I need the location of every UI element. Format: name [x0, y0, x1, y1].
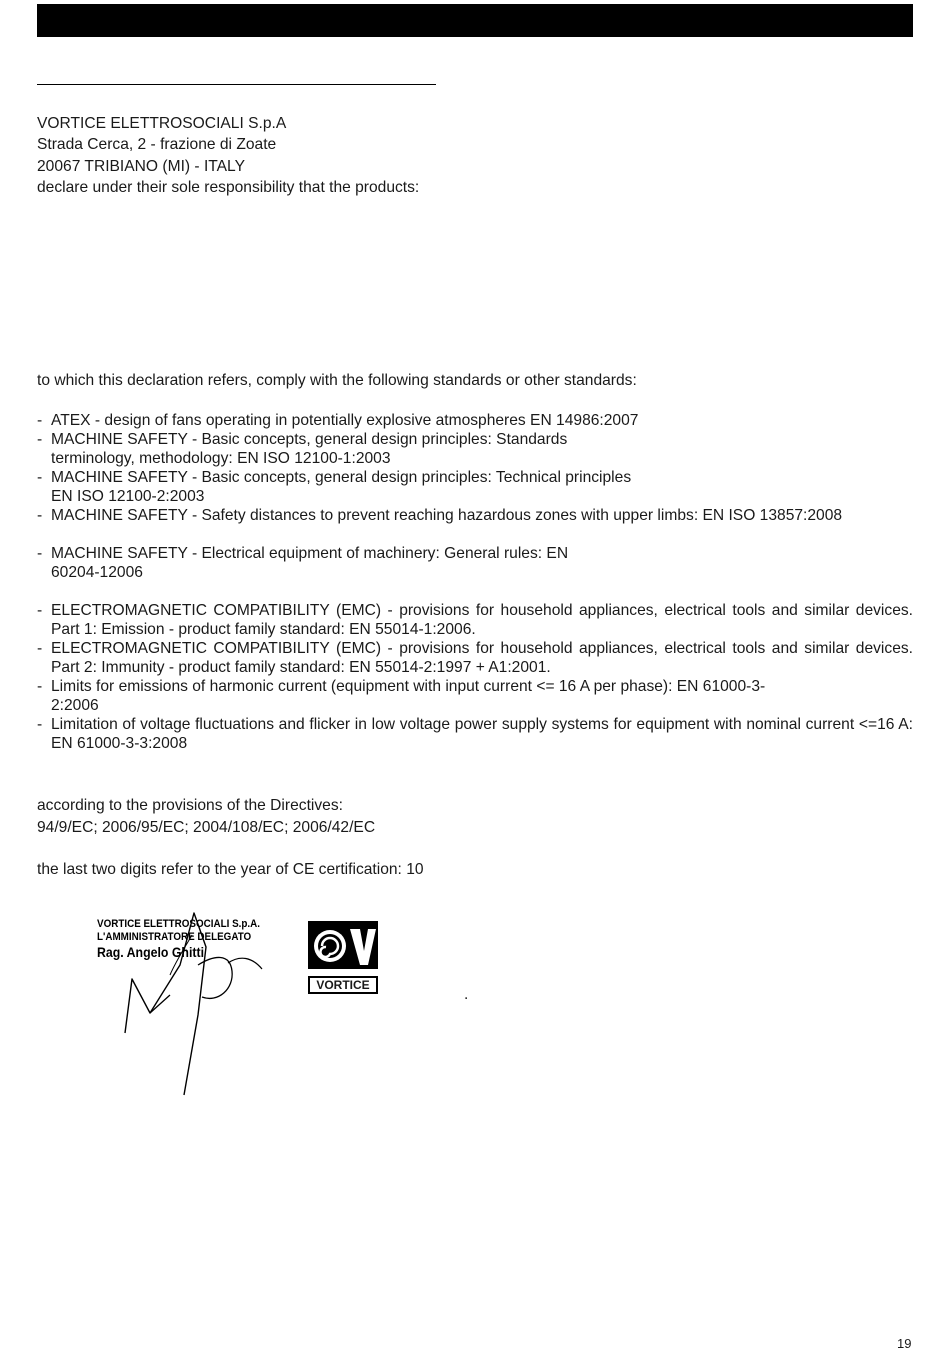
standard-item [37, 430, 637, 468]
standard-text: MACHINE SAFETY - Electrical equipment of machinery: General rules: EN 60204-12006 [51, 545, 569, 581]
list-dash: - [37, 469, 43, 486]
standard-item [37, 677, 797, 715]
vortice-logo-icon [308, 921, 378, 969]
directives-list: 94/9/EC; 2006/95/EC; 2004/108/EC; 2006/42/EC [37, 819, 376, 836]
header-bar [37, 4, 913, 37]
list-dash: - [37, 431, 43, 448]
vortice-logo [308, 921, 378, 994]
standard-text: MACHINE SAFETY - Basic concepts, general design principles: Standards terminology, methodology: EN ISO 12100-1:2003 [51, 431, 568, 467]
list-dash: - [37, 412, 43, 429]
title-rule [37, 84, 436, 85]
list-dash: - [37, 678, 43, 695]
declaration-statement: declare under their sole responsibility that the products: [37, 179, 420, 196]
logo-wordmark: VORTICE [308, 976, 378, 994]
company-stamp [97, 918, 307, 960]
standard-item [37, 544, 597, 582]
standard-text: ATEX - design of fans operating in potentially explosive atmospheres EN 14986:2007 [51, 412, 639, 429]
stamp-signatory: Rag. Angelo Ghitti [97, 944, 205, 960]
standard-item [37, 639, 913, 677]
directives-intro: according to the provisions of the Directives: [37, 797, 343, 814]
dot-mark: . [464, 986, 469, 1003]
standards-intro: to which this declaration refers, comply with the following standards or other standards: [37, 372, 637, 389]
standard-text: ELECTROMAGNETIC COMPATIBILITY (EMC) - provisions for household appliances, electrical tools and similar devices. Part 1: Emission - product family standard: EN 55014-1:2006. [51, 602, 913, 638]
stamp-title: L'AMMINISTRATORE DELEGATO [97, 931, 252, 943]
list-dash: - [37, 640, 43, 657]
standard-text: Limits for emissions of harmonic current (equipment with input current <= 16 A per phase): EN 61000-3-2:2006 [51, 678, 766, 714]
list-dash: - [37, 602, 43, 619]
page-number: 19 [897, 1336, 912, 1351]
ce-certification-note: the last two digits refer to the year of CE certification: 10 [37, 861, 424, 878]
standard-text: MACHINE SAFETY - Safety distances to prevent reaching hazardous zones with upper limbs: EN ISO 13857:2008 [51, 507, 843, 524]
stamp-company: VORTICE ELETTROSOCIALI S.p.A. [97, 918, 261, 930]
standard-text: Limitation of voltage fluctuations and flicker in low voltage power supply systems for equipment with nominal current <=16 A: EN 61000-3-3:2008 [51, 716, 913, 752]
manufacturer-name: VORTICE ELETTROSOCIALI S.p.A [37, 115, 287, 132]
standard-text: MACHINE SAFETY - Basic concepts, general design principles: Technical principles EN ISO 12100-2:2003 [51, 469, 632, 505]
standard-item [37, 601, 913, 639]
standard-item [37, 468, 637, 506]
list-dash: - [37, 545, 43, 562]
standard-item [37, 506, 913, 525]
standard-text: ELECTROMAGNETIC COMPATIBILITY (EMC) - provisions for household appliances, electrical tools and similar devices. Part 2: Immunity - product family standard: EN 55014-2:1997 + A1:2001. [51, 640, 913, 676]
manufacturer-address-1: Strada Cerca, 2 - frazione di Zoate [37, 136, 277, 153]
standard-item [37, 715, 913, 772]
manufacturer-address-2: 20067 TRIBIANO (MI) - ITALY [37, 158, 245, 175]
standard-item [37, 411, 913, 430]
list-dash: - [37, 716, 43, 733]
list-dash: - [37, 507, 43, 524]
